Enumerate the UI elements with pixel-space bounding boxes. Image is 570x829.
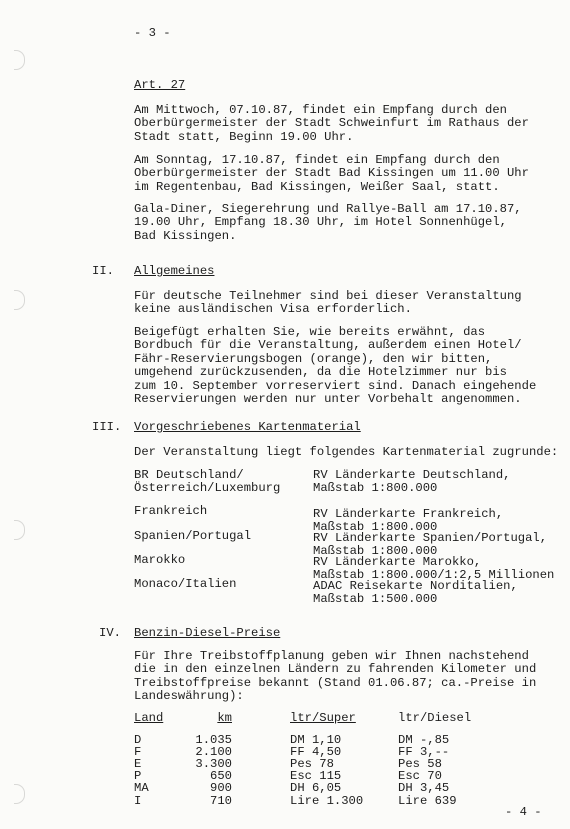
price-cell-super: DH 6,05 — [290, 781, 342, 796]
text-line: Maßstab 1:800.000 — [313, 544, 438, 559]
art27-heading: Art. 27 — [134, 78, 186, 92]
text-line: Maßstab 1:800.000 — [313, 520, 438, 535]
text-line: Gala-Diner, Siegerehrung und Rallye-Ball am 17.10.87, — [134, 202, 522, 216]
text-line: Für Ihre Treibstoffplanung geben wir Ihnen nachstehend — [134, 649, 529, 663]
price-cell-km: 710 — [210, 793, 232, 808]
text-line: Marokko — [134, 553, 186, 567]
text-line: die in den einzelnen Ländern zu fahrenden Kilometer und — [134, 662, 537, 677]
text-line: Treibstoffpreise bekannt (Stand 01.06.87; ca.-Preise in — [134, 675, 537, 690]
map-country-cell — [134, 530, 251, 543]
section-2-paragraph-2 — [134, 326, 536, 406]
price-cell-diesel: Esc 70 — [398, 769, 442, 784]
text-line: RV Länderkarte Deutschland, — [313, 468, 511, 482]
map-name-cell — [313, 469, 510, 496]
text-line: 19.00 Uhr, Empfang 18.30 Uhr, im Hotel Sonnenhügel, — [134, 215, 507, 230]
text-line: Landeswährung): — [134, 689, 244, 704]
text-line: Oberbürgermeister der Stadt Bad Kissingen um 11.00 Uhr — [134, 166, 529, 181]
text-line: Monaco/Italien — [134, 577, 237, 591]
text-line: Spanien/Portugal — [134, 529, 252, 543]
art27-paragraph-3 — [134, 203, 522, 243]
section-3-title: Vorgeschriebenes Kartenmaterial — [134, 420, 361, 434]
text-line: Oberbürgermeister der Stadt Schweinfurt im Rathaus der — [134, 116, 529, 131]
text-line: Beigefügt erhalten Sie, wie bereits erwähnt, das — [134, 325, 486, 339]
price-cell-super: Lire 1.300 — [290, 793, 364, 808]
price-cell-km: 3.300 — [195, 757, 232, 772]
art27-paragraph-2 — [134, 154, 529, 194]
price-cell-diesel: Lire 639 — [398, 793, 457, 808]
text-line: RV Länderkarte Spanien/Portugal, — [313, 531, 548, 545]
text-line: Für deutsche Teilnehmer sind bei dieser Veranstaltung — [134, 289, 522, 303]
text-line: Frankreich — [134, 504, 208, 518]
text-line: Stadt statt, Beginn 19.00 Uhr. — [134, 129, 354, 144]
section-4-intro — [134, 650, 536, 704]
price-cell-diesel: FF 3,-- — [398, 745, 450, 760]
price-cell-diesel: Pes 58 — [398, 757, 442, 772]
binder-hole — [14, 784, 25, 804]
text-line: RV Länderkarte Marokko, — [313, 555, 482, 569]
text-line: keine ausländischen Visa erforderlich. — [134, 302, 412, 317]
price-cell-km: 1.035 — [195, 733, 232, 747]
text-line: Österreich/Luxemburg — [134, 481, 281, 496]
price-cell-land: D — [134, 733, 142, 747]
column-header-land: Land — [134, 711, 164, 725]
price-cell-km: 2.100 — [195, 745, 232, 760]
text-line: Reservierungen werden nur unter Vorbehalt angenommen. — [134, 392, 522, 407]
column-header-diesel: ltr/Diesel — [398, 711, 472, 725]
price-cell-land: I — [134, 793, 142, 808]
binder-hole — [14, 50, 25, 70]
text-line: Maßstab 1:800.000 — [313, 481, 438, 496]
binder-hole — [14, 520, 25, 540]
map-country-cell — [134, 554, 185, 567]
section-2-title: Allgemeines — [134, 264, 215, 278]
section-3-intro: Der Veranstaltung liegt folgendes Kartenmaterial zugrunde: — [134, 445, 559, 459]
text-line: zum 10. September vorreserviert sind. Danach eingehende — [134, 378, 537, 393]
price-cell-land: MA — [134, 781, 149, 796]
price-cell-super: Pes 78 — [290, 757, 334, 772]
page-number-top: - 3 - — [134, 26, 171, 40]
price-cell-land: F — [134, 745, 142, 760]
map-country-cell — [134, 505, 207, 518]
text-line: BR Deutschland/ — [134, 468, 244, 482]
text-line: Fähr-Reservierungsbogen (orange), den wir bitten, — [134, 351, 493, 366]
price-cell-diesel: DM -,85 — [398, 733, 450, 747]
text-line: Bordbuch für die Veranstaltung, außerdem einen Hotel/ — [134, 338, 522, 353]
page-number-bottom: - 4 - — [505, 805, 542, 819]
map-country-cell — [134, 578, 236, 591]
price-cell-super: DM 1,10 — [290, 733, 342, 747]
price-cell-super: Esc 115 — [290, 769, 342, 784]
price-cell-diesel: DH 3,45 — [398, 781, 450, 796]
section-3-number: III. — [92, 420, 122, 434]
column-header-super: ltr/Super — [290, 711, 356, 725]
text-line: Am Sonntag, 17.10.87, findet ein Empfang durch den — [134, 153, 500, 167]
text-line: im Regentenbau, Bad Kissingen, Weißer Saal, statt. — [134, 179, 500, 194]
text-line: Am Mittwoch, 07.10.87, findet ein Empfang durch den — [134, 103, 507, 117]
text-line: RV Länderkarte Frankreich, — [313, 507, 504, 521]
section-2-paragraph-1 — [134, 290, 522, 317]
price-cell-km: 650 — [210, 769, 232, 784]
binder-hole — [14, 290, 25, 310]
section-4-number: IV. — [99, 626, 121, 640]
map-name-cell — [313, 580, 518, 607]
column-header-km: km — [217, 711, 232, 725]
section-2-number: II. — [92, 264, 114, 278]
text-line: Maßstab 1:800.000/1:2,5 Millionen — [313, 568, 555, 583]
price-cell-super: FF 4,50 — [290, 745, 342, 760]
text-line: ADAC Reisekarte Norditalien, — [313, 579, 518, 593]
text-line: umgehend zurückzusenden, da die Hotelzimmer nur bis — [134, 365, 507, 380]
art27-paragraph-1 — [134, 104, 529, 144]
text-line: Maßstab 1:500.000 — [313, 592, 438, 607]
price-cell-km: 900 — [210, 781, 232, 796]
price-cell-land: P — [134, 769, 142, 784]
text-line: Bad Kissingen. — [134, 228, 237, 243]
price-cell-land: E — [134, 757, 142, 772]
section-4-title: Benzin-Diesel-Preise — [134, 626, 281, 640]
map-country-cell — [134, 469, 280, 496]
